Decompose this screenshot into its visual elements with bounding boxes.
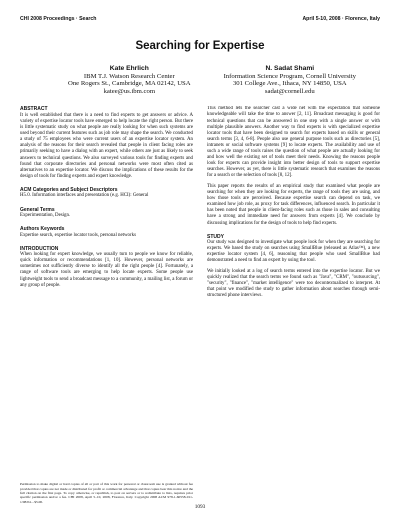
paper-title: Searching for Expertise — [135, 40, 265, 52]
abstract-heading: ABSTRACT — [20, 106, 48, 113]
left-column — [20, 106, 193, 518]
author-affiliation: Information Science Program, Cornell University — [223, 72, 356, 80]
header-conference: CHI 2008 Proceedings · Search — [20, 16, 97, 22]
abstract-text: It is well established that there is a need to find experts to get answers or advice. A variety of expertise locator tools have emerged to help locate the right person. But there is little systematic study on what people are really looking for when such systems are used beyond their current features such as job role may shape the search. We conducted a study of 75 employees who were current users of an expertise locator system. An analysis of the reasons for their search revealed that people in client facing roles are primarily seeking to have a dialog with an expert, while others are just as likely to seek answers to technical questions. We also surveyed various tools for finding experts and found that corporate directories and personal networks were most often cited as alternatives to an expertise locator. We discuss the implications of these results for the design of tools for finding experts and expert knowledge. — [20, 112, 193, 179]
permission-notice: Permission to make digital or hard copies of all or part of this work for personal or classroom use is granted without fee provided that copies are not made or distributed for profit or commercial advantage and that copies bear this notice and the full citation on the first page. To copy otherwise, or republish, to post on servers or to redistribute to lists, requires prior specific permission and/or a fee. CHI 2008, April 5–10, 2008, Florence, Italy. Copyright 2008 ACM 978-1-60558-011-1/08/04…$5.00. — [20, 482, 193, 504]
author-address: 301 College Ave., Ithaca, NY 14850, USA — [232, 80, 347, 88]
author-email: katee@us.ibm.com — [103, 87, 156, 95]
author-1 — [68, 65, 191, 95]
header-date-location: April 5-10, 2008 · Florence, Italy — [302, 16, 380, 22]
general-terms-text: Experimentation, Design. — [20, 213, 71, 218]
author-affiliation: IBM T.J. Watson Research Center — [83, 72, 175, 80]
keywords-text: Expertise search, expertise locator tools, personal networks — [20, 232, 136, 238]
author-2 — [224, 65, 356, 95]
page-number: 1093 — [194, 504, 206, 510]
study-heading: STUDY — [207, 233, 224, 240]
introduction-heading: INTRODUCTION — [20, 245, 59, 252]
running-header — [20, 16, 380, 23]
keywords-heading: Authors Keywords — [20, 226, 65, 233]
introduction-text: When looking for expert knowledge, we usually turn to people we know for reliable, quick information or recommendations [1, 10]. However, personal networks are sometimes not sufficiently diverse to identify all the right people [4]. Fortunately, a range of software tools are emerging to help locate experts. Some people use lightweight tools to send a broadcast message to a community, a mailing list, a forum or any group of people. — [20, 252, 193, 288]
body-paragraph: This paper reports the results of an empirical study that examined what people are searching for when they are looking for experts, the range of tools they are using, and how those tools are perceived. Because expertise search can depend on task, we examined how job role, as proxy for task differences, influenced search. In particular it has been noted that people in client-facing roles such as those in sales and consulting have a strong and immediate need for answers from experts [4]. We conclude by discussing implications for the design of tools to help find experts. — [207, 184, 380, 226]
body-paragraph: We initially looked at a log of search terms entered into the expertise locator. But we quickly realized that the search terms we found such as "Java", "CRM", "outsourcing", "security", "finance", "market intelligence" were too decontextualized to interpret. At that point we modified the study to gather information about searches through semi-structured phone interviews. — [207, 269, 380, 299]
author-name: N. Sadat Shami — [265, 65, 315, 72]
body-paragraph: Our study was designed to investigate what people look for when they are searching for experts. We based the study on searches using SmallBlue (released as Atlas™), a new expertise locator system [4, 6], reasoning that people who used SmallBlue had demonstrated a need to find an expert by using the tool. — [207, 240, 380, 264]
acm-heading: ACM Categories and Subject Descriptors — [20, 186, 118, 193]
body-columns — [20, 106, 380, 518]
author-name: Kate Ehrlich — [109, 65, 149, 72]
acm-text: H5.0. Information interfaces and presentation (e.g. HCI): General — [20, 193, 149, 199]
right-column — [207, 106, 380, 518]
body-paragraph: This method lets the searcher cast a wide net with the expectation that someone knowledgeable will take the time to answer [2, 11]. Broadcast messaging is good for technical questions that can be answered in one step with a single answer or with multiple plausible answers. Another way to find experts is with specialized expertise locator tools that have been designed to search for experts based on skills or general search terms [3, 4, 6-8]. People also use general purpose tools such as directories [5], intranets or social software systems [9] to locate experts. The availability and use of such a wide range of tools raises the question of what people are actually looking for and how well the existing set of tools meet their needs. Knowing the reasons people look for experts can provide insight into better design of tools to support expertise searches. However, as yet, there is little systematic research that examines the reasons for a search or the selection of tools [8, 12]. — [207, 106, 380, 179]
author-address: One Rogers St., Cambridge, MA 02142, USA — [68, 80, 191, 88]
author-block — [20, 65, 380, 95]
general-terms-heading: General Terms — [20, 206, 55, 213]
author-email: sadat@cornell.edu — [264, 87, 315, 95]
